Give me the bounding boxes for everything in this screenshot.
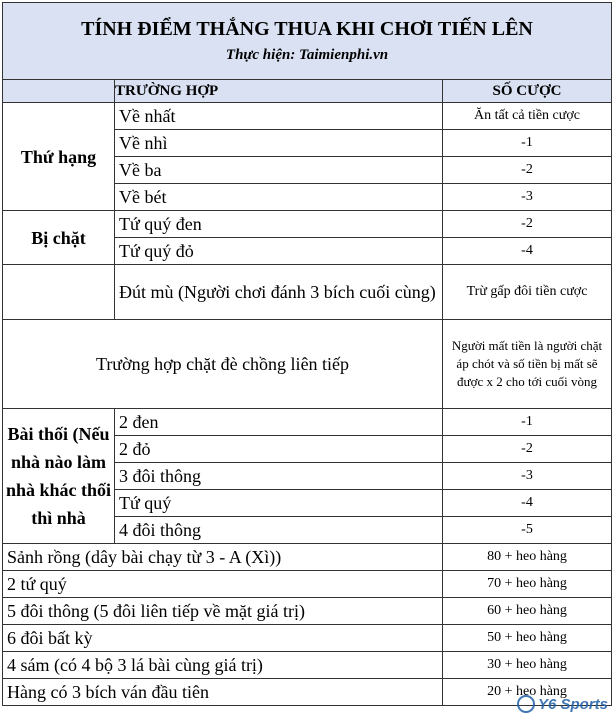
bet-cell: 30 + heo hàng <box>443 652 612 679</box>
case-cell: Về bét <box>115 184 443 211</box>
case-cell: Tứ quý đen <box>115 211 443 238</box>
case-cell: 6 đôi bất kỳ <box>3 625 443 652</box>
stacked-chop-case: Trường hợp chặt đè chồng liên tiếp <box>3 320 443 409</box>
case-cell: Sảnh rồng (dây bài chạy từ 3 - A (Xì)) <box>3 544 443 571</box>
header-empty-cell <box>3 80 115 103</box>
bet-cell: -3 <box>443 184 612 211</box>
column-header-bet: SỐ CƯỢC <box>443 80 612 103</box>
column-header-row <box>3 80 612 103</box>
case-cell: Về ba <box>115 157 443 184</box>
bet-cell: Ăn tất cả tiền cược <box>443 103 612 130</box>
column-header-case: TRƯỜNG HỢP <box>115 80 443 103</box>
table-row <box>3 409 612 436</box>
case-cell: Về nhì <box>115 130 443 157</box>
case-cell: Tứ quý đỏ <box>115 238 443 265</box>
case-cell: 2 tứ quý <box>3 571 443 598</box>
case-cell: 5 đôi thông (5 đôi liên tiếp về mặt giá trị) <box>3 598 443 625</box>
bet-cell: -2 <box>443 211 612 238</box>
case-cell: 4 đôi thông <box>115 517 443 544</box>
bet-cell: 60 + heo hàng <box>443 598 612 625</box>
bet-cell: 70 + heo hàng <box>443 571 612 598</box>
case-cell: Hàng có 3 bích ván đầu tiên <box>3 679 443 706</box>
table-row <box>3 211 612 238</box>
table-row <box>3 265 612 320</box>
bet-cell: -1 <box>443 130 612 157</box>
table-row <box>3 320 612 409</box>
table-row <box>3 598 612 625</box>
case-cell: Về nhất <box>115 103 443 130</box>
table-row <box>3 652 612 679</box>
title-row <box>3 3 612 80</box>
group-rank-label: Thứ hạng <box>3 103 115 211</box>
empty-group-cell <box>3 265 115 320</box>
bet-cell: -2 <box>443 436 612 463</box>
watermark-text: Y6 Sports <box>537 695 608 713</box>
bet-cell: -4 <box>443 490 612 517</box>
bet-cell: Trừ gấp đôi tiền cược <box>443 265 612 320</box>
title-cell <box>3 3 612 80</box>
bet-cell: 20 + heo hàng <box>443 679 612 706</box>
table-row <box>3 103 612 130</box>
page-subtitle: Thực hiện: Taimienphi.vn <box>225 47 389 63</box>
case-cell: 3 đôi thông <box>115 463 443 490</box>
watermark <box>517 695 608 713</box>
ball-logo-icon <box>517 695 535 713</box>
scoring-table <box>2 2 612 706</box>
bet-cell: -3 <box>443 463 612 490</box>
stacked-chop-bet: Người mất tiền là người chặt áp chót và số tiền bị mất sẽ được x 2 cho tới cuối vòng <box>443 320 612 409</box>
bet-cell: -1 <box>443 409 612 436</box>
bet-cell: 80 + heo hàng <box>443 544 612 571</box>
bet-cell: -4 <box>443 238 612 265</box>
bet-cell: -2 <box>443 157 612 184</box>
table-row <box>3 544 612 571</box>
group-chopped-label: Bị chặt <box>3 211 115 265</box>
bet-cell: -5 <box>443 517 612 544</box>
table-row <box>3 625 612 652</box>
table-row <box>3 571 612 598</box>
page-title: TÍNH ĐIỂM THẮNG THUA KHI CHƠI TIẾN LÊN <box>81 18 533 40</box>
case-cell: 4 sám (có 4 bộ 3 lá bài cùng giá trị) <box>3 652 443 679</box>
case-cell: 2 đen <box>115 409 443 436</box>
case-cell: 2 đỏ <box>115 436 443 463</box>
bet-cell: 50 + heo hàng <box>443 625 612 652</box>
case-cell: Đút mù (Người chơi đánh 3 bích cuối cùng) <box>115 265 443 320</box>
group-rotten-label: Bài thối (Nếu nhà nào làm nhà khác thối thì nhà <box>3 409 115 544</box>
case-cell: Tứ quý <box>115 490 443 517</box>
